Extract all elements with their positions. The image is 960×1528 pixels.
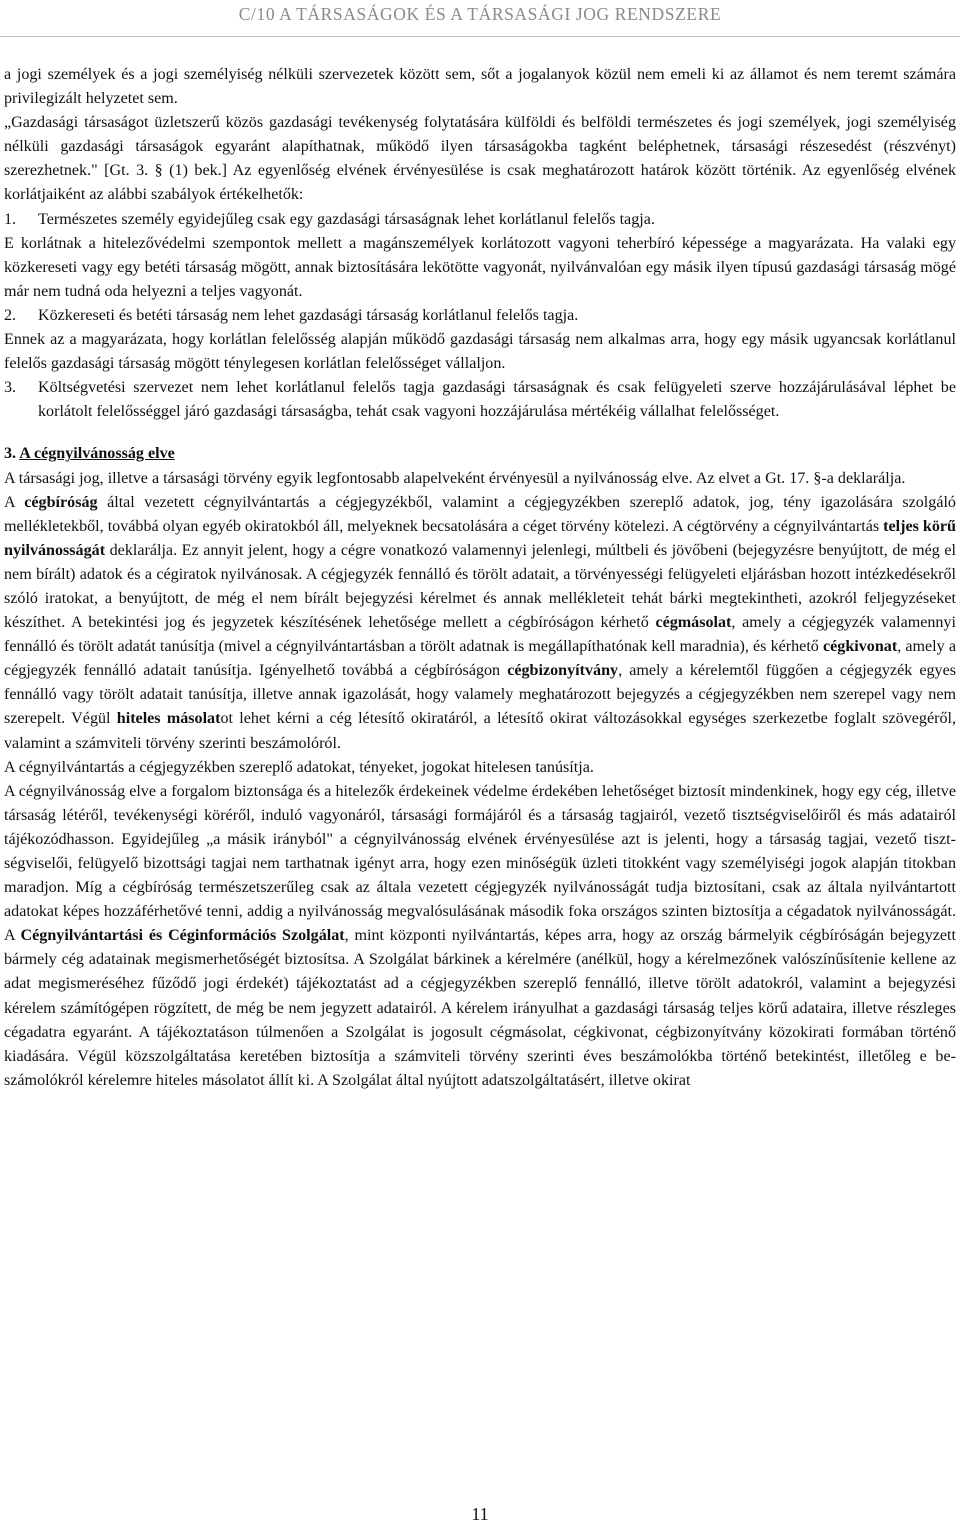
term-cegkivonat: cégkivonat — [822, 638, 898, 656]
text-run: , amely a cégjegyzék valamennyi fennálló és törölt adatát tanúsítja (mivel a cégnyilvántartásban a törölt adatnak is megállapíthatónak kell maradnia), és kérhető — [4, 614, 956, 656]
section-title: A cégnyilvánosság elve — [19, 445, 175, 463]
list-item-1 — [4, 208, 956, 232]
list-item-3-text: Költségvetési szervezet nem lehet korlátlanul felelős tagja gazdasági társaságnak és csak felügyeleti szerve hozzájárulásával léphet be korlátolt felelősséggel járó gazdasági társaságba, tehát csak vagyoni hozzájárulása mértékéig vállalhat felelősséget. — [38, 379, 956, 421]
section-gap — [4, 424, 956, 442]
list-item-1-number: 1. — [4, 210, 17, 228]
header-divider — [0, 36, 960, 37]
list-item-3-number: 3. — [4, 379, 17, 397]
term-hiteles-masolat: hiteles másolat — [116, 710, 221, 728]
section-number: 3. — [4, 445, 17, 463]
list-item-2 — [4, 304, 956, 328]
paragraph-intro: a jogi személyek és a jogi személyiség nélküli szervezetek között sem, sőt a jogalanyok közül nem emeli ki az államot és nem teremt számára privilegizált helyzetet sem. — [4, 66, 956, 108]
page-body — [4, 63, 956, 1093]
term-cegmasolat: cégmásolat — [655, 614, 732, 632]
page-number: 11 — [471, 1504, 489, 1524]
running-header — [0, 0, 960, 34]
paragraph-service — [4, 780, 956, 1093]
term-cegbizonyitvany: cégbizonyítvány — [507, 662, 619, 680]
text-run: A — [4, 493, 25, 511]
section-heading — [4, 442, 956, 466]
text-run: , amely a cégjegyzék fennálló adatait tanúsítja. Igényelhető továbbá a cégbíróságon — [4, 638, 956, 680]
text-run: által vezetett cégnyilvántartás a cégjegyzékből, valamint a cégjegyzékben szereplő adatok, jog, tény igazolására szolgáló mellékletekből, továbbá olyan egyéb okiratokból áll, melyeknek becsatolására a céget törvény kötelezi. A cégtörvény a cégnyilvántartás — [4, 493, 956, 535]
list-item-1-text: Természetes személy egyidejűleg csak egy gazdasági társaságnak lehet korlátlanul felelős tagja. — [38, 210, 655, 228]
text-run: A cégnyilvánosság elve a forgalom biztonsága és a hitelezők érdekeinek védelme érdekében lehetőséget biztosít mindenkinek, hogy egy cég, illetve társaság létéről, tevékenységi köréről, induló vagyonáról, társasági formájáról és a társaság tagjairól, vezető tisztségviselőiről és más adatairól tájékozódhasson. Egyidejűleg „a másik irányból" a cégnyilvánosság elvének érvényesülése azt is jelenti, hogy a társaság tagjai, vezető tisztségviselői, felügyelő bizottsági tagjai nem tarthatnak igényt arra, hogy ezen minőségük üzleti titokként vagy személyiségi jogok alapján titokban maradjon. Míg a cégbíróság természetszerűleg csak az általa vezetett cégjegyzék nyilvánosságát tudja biztosítani, csak az általa nyilvántartott adatokat képes hozzáférhetővé tenni, addig a nyilvánosság megvalósulásának második foka országos szinten biztosítja a cégadatok nyilvánosságát. A — [4, 782, 956, 945]
term-cegnyilvantartasi-szolgalat: Cégnyilvántartási és Céginformációs Szolgálat — [20, 927, 345, 945]
paragraph-explanation-2: Ennek az a magyarázata, hogy korlátlan felelősség alapján működő gazdasági társaság nem alkalmas arra, hogy egy másik ugyancsak korlátlanul felelős gazdasági társaság mögött ténylegesen korlátlan felelősséget vállaljon. — [4, 331, 956, 373]
paragraph-certification: A cégnyilvántartás a cégjegyzékben szereplő adatokat, tényeket, jogokat hitelesen tanúsítja. — [4, 758, 594, 776]
paragraph-registry — [4, 491, 956, 756]
running-header-title: C/10 A TÁRSASÁGOK ÉS A TÁRSASÁGI JOG RENDSZERE — [238, 4, 722, 24]
list-item-3 — [4, 376, 956, 424]
list-item-2-text: Közkereseti és betéti társaság nem lehet gazdasági társaság korlátlanul felelős tagja. — [38, 306, 579, 324]
list-item-2-number: 2. — [4, 306, 17, 324]
text-run: ot lehet kérni a cég létesítő okiratáról, a létesítő okirat változásokkal egységes szerkezetbe foglalt szövegéről, valamint a számviteli törvény szerinti beszámolóról. — [4, 710, 956, 752]
text-run: deklarálja. Ez annyit jelent, hogy a cégre vonatkozó valamennyi jelenlegi, múltbeli és jövőbeni (bejegyzésre benyújtott, de még el nem bírált) adatok és a cégiratok nyilvánosak. A cégjegyzék fennálló és törölt adatait, a törvényességi felügyeleti eljárásban hozott intézkedésekről szóló iratokat, a benyújtott, de még el nem bírált bejegyzési kérelmet és annak mellékleteit tehát bárki megtekintheti, azokról feljegyzéseket készíthet. A betekintési jog és jegyzetek készítésének lehetősége mellett a cégbíróságon kérhető — [4, 541, 956, 632]
term-cegbirosag: cégbíróság — [24, 493, 98, 511]
paragraph-quote: „Gazdasági társaságot üzletszerű közös gazdasági tevékenység folytatására külföldi és belföldi természetes és jogi személyek, jogi személyiség nélküli gazdasági társaságok egyaránt alapíthatnak, működő ilyen társaságokba tagként beléphetnek, társasági részesedést (részvényt) szerezhetnek." [Gt. 3. § (1) bek.] Az egyenlőség elvének érvényesülése is csak meghatározott határok között történik. Az egyenlőség elvének korlátjaiként az alábbi szabályok értékelhetők: — [4, 114, 956, 204]
text-run: , mint központi nyilvántartás, képes arra, hogy az ország bármelyik cégbíróságán bejegyzett bármely cég adatainak megismerhetőségét biztosítsa. A Szolgálat bárkinek a kérelmére (anélkül, hogy a kérelmezőnek valószínűsítenie kellene az adat megismeréséhez fűződő jogi érdekét) tájékoztatást ad a cégjegyzékben szereplő fennálló, illetve törölt adatokról, valamint a bejegyzési kérelem számítógépen rögzített, de még be nem jegyzett adatairól. A kérelem irányulhat a gazdasági társaság teljes körű adataira, illetve részleges cégadatra egyaránt. A tájékoztatáson túlmenően a Szolgálat is jogosult cégmásolat, cégkivonat, cégbizonyítvány közokirati formában történő kiadására. Végül közszolgáltatása keretében biztosítja a számviteli törvény szerinti éves beszámolókba történő betekintést, illetőleg e beszámolókról kérelemre hiteles másolatot állít ki. A Szolgálat által nyújtott adatszolgáltatásért, illetve okirat — [4, 927, 956, 1089]
term-teljes-koru-nyilvanossag: teljes körű nyilvánosságát — [4, 517, 957, 559]
text-run: , amely a kérelemtől függően a cégjegyzék egyes fennálló vagy törölt adatait tanúsítja, illetve annak igazolását, hogy valamely meghatározott bejegyzés a cégjegyzékben nem szerepel vagy nem szerepelt. Végül — [4, 662, 956, 728]
paragraph-publicity: A társasági jog, illetve a társasági törvény egyik legfontosabb alapelveként érvényesül a nyilvánosság elve. Az elvet a Gt. 17. §-a deklarálja. — [4, 469, 906, 487]
paragraph-explanation-1: E korlátnak a hitelezővédelmi szempontok mellett a magánszemélyek korlátozott vagyoni teherbíró képessége a magyarázata. Ha valaki egy közkereseti vagy egy betéti társaság mögött, annak biztosítására lekötötte vagyonát, nyilvánvalóan egy másik ilyen típusú gazdasági társaság mögé már nem tudná oda helyezni a teljes vagyonát. — [4, 234, 956, 300]
